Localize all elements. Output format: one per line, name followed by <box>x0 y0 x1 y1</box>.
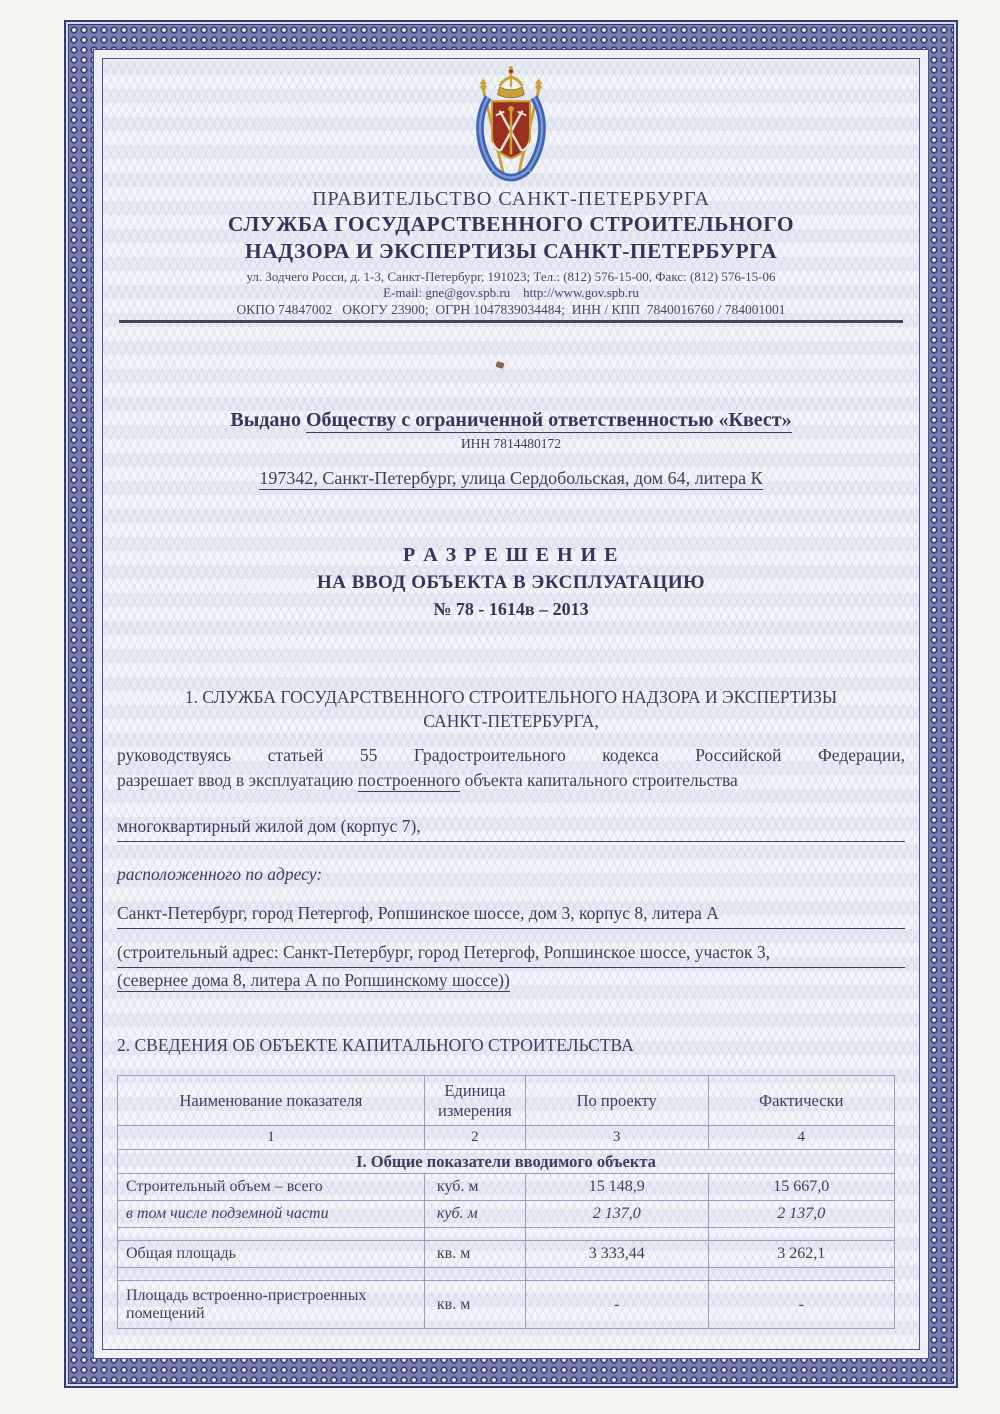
recipient-address-line <box>117 466 905 490</box>
col-header-project: По проекту <box>525 1076 708 1126</box>
body-line2-pre: разрешает ввод в эксплуатацию <box>117 770 358 790</box>
letterhead-emblem <box>117 65 905 187</box>
indicator-unit: кв. м <box>424 1241 525 1268</box>
letterhead-divider <box>119 320 903 323</box>
section2-heading: 2. СВЕДЕНИЯ ОБ ОБЪЕКТЕ КАПИТАЛЬНОГО СТРОИТЕЛЬСТВА <box>117 1035 634 1055</box>
document-paper <box>102 58 920 1350</box>
section1-heading-line2: САНКТ-ПЕТЕРБУРГА, <box>423 711 599 731</box>
table-row <box>118 1281 895 1329</box>
indicator-name: Общая площадь <box>118 1241 425 1268</box>
col-header-unit: Единица измерения <box>424 1076 525 1126</box>
indicator-unit: куб. м <box>424 1201 525 1228</box>
indicator-project-value: 3 333,44 <box>525 1241 708 1268</box>
service-address: ул. Зодчего Росси, д. 1-3, Санкт-Петербург, 191023; Тел.: (812) 576-15-00, Факс: (812) 576-15-06 <box>246 269 776 284</box>
indicator-project-value: 15 148,9 <box>525 1174 708 1201</box>
table-group-header-row <box>118 1150 895 1174</box>
col-number: 1 <box>118 1126 425 1150</box>
empty-cell <box>708 1228 895 1241</box>
section1-body-line2 <box>117 768 905 793</box>
empty-cell <box>525 1268 708 1281</box>
service-codes: ОКПО 74847002 ОКОГУ 23900; ОГРН 1047839034484; ИНН / КПП 7840016760 / 784001001 <box>236 302 786 317</box>
group-header: I. Общие показатели вводимого объекта <box>118 1150 895 1174</box>
empty-cell <box>118 1268 425 1281</box>
indicator-unit: кв. м <box>424 1281 525 1329</box>
permit-title: Р А З Р Е Ш Е Н И Е <box>402 544 620 566</box>
section1-heading-line1: 1. СЛУЖБА ГОСУДАРСТВЕННОГО СТРОИТЕЛЬНОГО НАДЗОРА И ЭКСПЕРТИЗЫ <box>184 687 838 707</box>
recipient-name: Обществу с ограниченной ответственностью «Квест» <box>305 409 792 431</box>
body-line2-post: объекта капитального строительства <box>460 770 738 790</box>
service-name-line1: СЛУЖБА ГОСУДАРСТВЕННОГО СТРОИТЕЛЬНОГО <box>227 212 795 236</box>
construction-address-line2-text: (севернее дома 8, литера А по Ропшинскому шоссе)) <box>117 970 510 990</box>
empty-cell <box>424 1228 525 1241</box>
coat-of-arms-icon <box>463 65 559 185</box>
construction-address-line1: (строительный адрес: Санкт-Петербург, город Петергоф, Ропшинское шоссе, участок 3, <box>117 941 905 968</box>
indicator-project-value: 2 137,0 <box>525 1201 708 1228</box>
permit-subtitle: НА ВВОД ОБЪЕКТА В ЭКСПЛУАТАЦИЮ <box>316 572 706 593</box>
col-number: 4 <box>708 1126 895 1150</box>
indicator-actual-value: - <box>708 1281 895 1329</box>
section1-body <box>117 743 905 793</box>
object-description: многоквартирный жилой дом (корпус 7), <box>117 815 905 842</box>
col-number: 2 <box>424 1126 525 1150</box>
recipient-address: 197342, Санкт-Петербург, улица Сердобольская, дом 64, литера К <box>259 468 763 488</box>
indicator-unit: куб. м <box>424 1174 525 1201</box>
service-name-line2: НАДЗОРА И ЭКСПЕРТИЗЫ САНКТ-ПЕТЕРБУРГА <box>245 239 777 263</box>
recipient-inn: ИНН 7814480172 <box>460 436 562 451</box>
government-line: ПРАВИТЕЛЬСТВО САНКТ-ПЕТЕРБУРГА <box>312 188 710 210</box>
table-spacer-row <box>118 1268 895 1281</box>
section1-body-line1: руководствуясь статьей 55 Градостроительного кодекса Российской Федерации, <box>117 745 905 765</box>
col-header-actual: Фактически <box>708 1076 895 1126</box>
table-row <box>118 1241 895 1268</box>
table-row <box>118 1201 895 1228</box>
issued-to-line <box>117 407 905 433</box>
object-address: Санкт-Петербург, город Петергоф, Ропшинское шоссе, дом 3, корпус 8, литера А <box>117 902 905 929</box>
body-line2-underlined: построенного <box>357 770 461 790</box>
col-header-indicator: Наименование показателя <box>118 1076 425 1126</box>
empty-cell <box>424 1268 525 1281</box>
empty-cell <box>708 1268 895 1281</box>
permit-number: № 78 - 1614в – 2013 <box>433 599 589 619</box>
empty-cell <box>525 1228 708 1241</box>
guilloche-band <box>68 24 954 1384</box>
construction-address-line2 <box>117 968 905 993</box>
table-spacer-row <box>118 1228 895 1241</box>
issued-label: Выдано <box>230 409 306 431</box>
ink-speck <box>495 361 504 369</box>
indicator-actual-value: 3 262,1 <box>708 1241 895 1268</box>
indicator-name: Площадь встроенно-пристроенных помещений <box>118 1281 425 1329</box>
col-number: 3 <box>525 1126 708 1150</box>
indicator-name: в том числе подземной части <box>118 1201 425 1228</box>
indicator-name: Строительный объем – всего <box>118 1174 425 1201</box>
table-row <box>118 1174 895 1201</box>
frame-inner-margin <box>93 49 929 1359</box>
object-indicators-table <box>117 1075 895 1329</box>
empty-cell <box>118 1228 425 1241</box>
column-number-row <box>118 1126 895 1150</box>
table-header-row <box>118 1076 895 1126</box>
indicator-actual-value: 2 137,0 <box>708 1201 895 1228</box>
ornate-border-frame <box>64 20 958 1388</box>
located-at-label: расположенного по адресу: <box>117 864 323 884</box>
service-contacts: E-mail: gne@gov.spb.ru http://www.gov.spb.ru <box>383 285 639 300</box>
indicator-project-value: - <box>525 1281 708 1329</box>
indicator-actual-value: 15 667,0 <box>708 1174 895 1201</box>
